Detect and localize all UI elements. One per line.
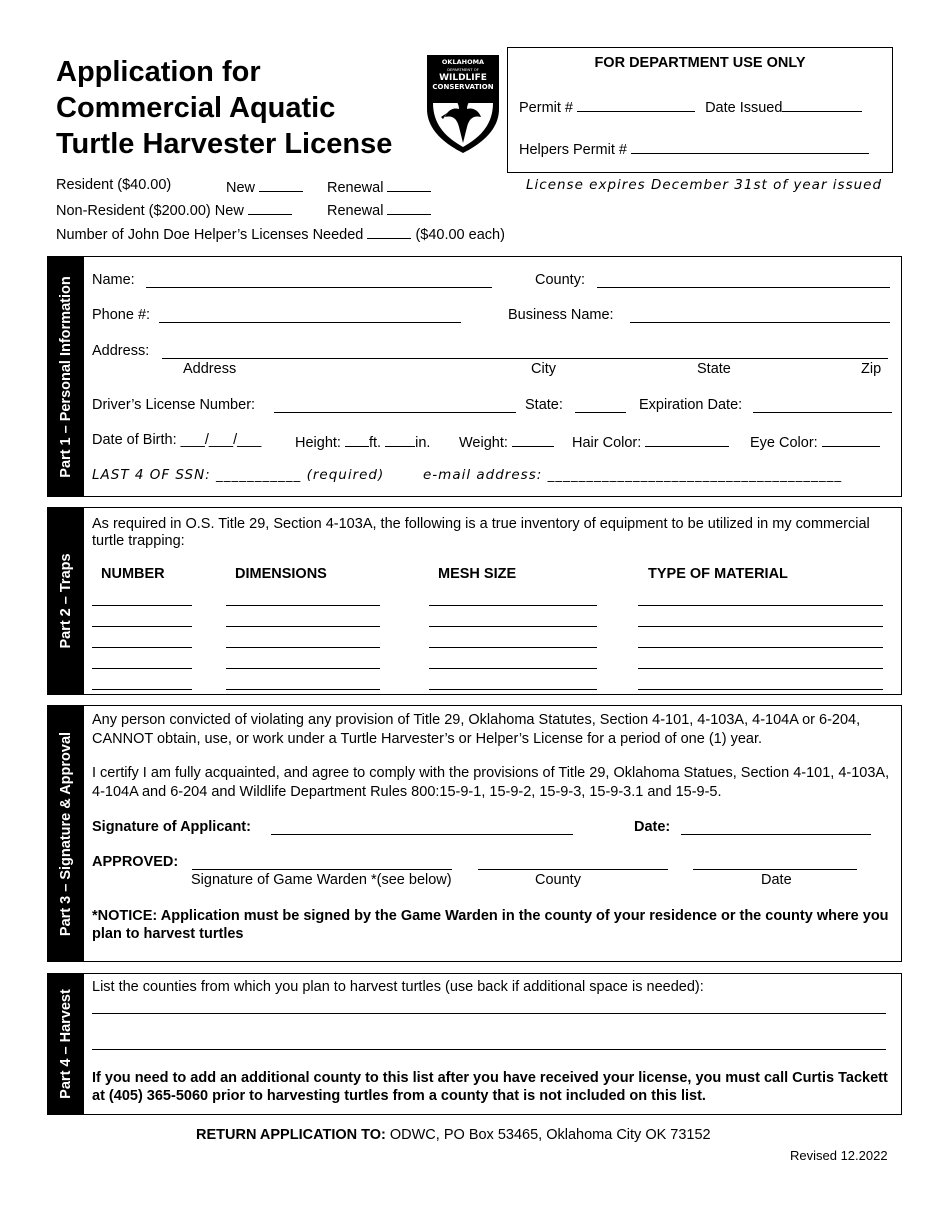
- col-mesh-size-header: MESH SIZE: [438, 566, 517, 582]
- county-list-line-2[interactable]: [92, 1049, 886, 1050]
- expiration-date-label: Expiration Date:: [639, 397, 743, 413]
- part1-personal-information: [47, 256, 902, 497]
- business-name-field[interactable]: [630, 322, 890, 323]
- warden-signature-field[interactable]: [192, 869, 452, 870]
- permit-field[interactable]: [577, 97, 695, 112]
- col-dimensions-header: DIMENSIONS: [235, 566, 327, 582]
- trap-cell-r1-c4[interactable]: [638, 605, 883, 606]
- address-sublabel: Address: [183, 361, 237, 377]
- part2-traps: [47, 507, 902, 695]
- height-label: Height:: [295, 435, 341, 451]
- height-in-unit: in.: [415, 435, 431, 451]
- helpers-permit-field[interactable]: [631, 139, 869, 154]
- license-expiration-note: License expires December 31st of year issued: [526, 177, 883, 193]
- zip-sublabel: Zip: [861, 361, 882, 377]
- title-line-2: Commercial Aquatic: [56, 92, 336, 124]
- return-label: RETURN APPLICATION TO:: [196, 1127, 386, 1143]
- applicant-date-label: Date:: [634, 819, 671, 835]
- county-label: County:: [535, 272, 585, 288]
- warden-notice: *NOTICE: Application must be signed by the Game Warden in the county of your residence or the county where you plan to harvest turtles: [92, 908, 889, 942]
- drivers-license-label: Driver’s License Number:: [92, 397, 256, 413]
- logo-text-top: OKLAHOMA: [441, 58, 485, 66]
- date-issued-label: Date Issued: [705, 100, 783, 116]
- trap-cell-r4-c2[interactable]: [226, 668, 380, 669]
- trap-cell-r3-c3[interactable]: [429, 647, 597, 648]
- trap-cell-r5-c2[interactable]: [226, 689, 380, 690]
- resident-new-field[interactable]: [259, 177, 303, 192]
- logo-text-main1: WILDLIFE: [439, 73, 487, 83]
- trap-cell-r2-c3[interactable]: [429, 626, 597, 627]
- trap-cell-r1-c2[interactable]: [226, 605, 380, 606]
- name-field[interactable]: [146, 287, 492, 288]
- page-title: [56, 54, 392, 162]
- trap-cell-r2-c1[interactable]: [92, 626, 192, 627]
- county-field[interactable]: [597, 287, 890, 288]
- col-material-header: TYPE OF MATERIAL: [648, 566, 788, 582]
- hair-color-field[interactable]: [645, 432, 729, 447]
- height-ft-field[interactable]: [345, 432, 369, 447]
- traps-intro-text: As required in O.S. Title 29, Section 4-103A, the following is a true inventory of equipment to be utilized in my commercial turtle trapping:: [92, 516, 870, 549]
- odwc-logo: [423, 51, 503, 155]
- logo-text-mid: DEPARTMENT OF: [447, 67, 479, 72]
- dl-state-label: State:: [525, 397, 563, 413]
- weight-field[interactable]: [512, 432, 554, 447]
- trap-cell-r5-c1[interactable]: [92, 689, 192, 690]
- applicant-signature-field[interactable]: [271, 834, 573, 835]
- date-issued-field[interactable]: [782, 97, 862, 112]
- trap-cell-r3-c1[interactable]: [92, 647, 192, 648]
- return-address: ODWC, PO Box 53465, Oklahoma City OK 73152: [389, 1127, 711, 1143]
- height-ft-unit: ft.: [368, 435, 382, 451]
- nonresident-fee-label: Non-Resident ($200.00): [56, 203, 211, 219]
- helper-licenses-field[interactable]: [367, 224, 411, 239]
- trap-cell-r5-c4[interactable]: [638, 689, 883, 690]
- title-line-1: Application for: [56, 56, 261, 88]
- logo-text-main2: CONSERVATION: [432, 83, 494, 91]
- dl-state-field[interactable]: [575, 412, 626, 413]
- helper-licenses-label: Number of John Doe Helper’s Licenses Needed: [56, 227, 364, 243]
- dob-label: Date of Birth:: [92, 432, 177, 448]
- applicant-date-field[interactable]: [681, 834, 871, 835]
- approved-label: APPROVED:: [92, 854, 179, 870]
- part3-signature-approval: [47, 705, 902, 962]
- warden-date-field[interactable]: [693, 869, 857, 870]
- applicant-signature-label: Signature of Applicant:: [92, 819, 251, 835]
- email-field[interactable]: ______________________________________: [547, 467, 843, 483]
- name-label: Name:: [92, 272, 135, 288]
- resident-renewal-label: Renewal: [327, 180, 384, 196]
- revision-date: Revised 12.2022: [790, 1148, 888, 1163]
- warden-county-field[interactable]: [478, 869, 668, 870]
- city-sublabel: City: [531, 361, 556, 377]
- phone-label: Phone #:: [92, 307, 151, 323]
- resident-new-label: New: [226, 180, 256, 196]
- warden-signature-sublabel: Signature of Game Warden *(see below): [191, 872, 452, 888]
- hair-color-label: Hair Color:: [572, 435, 642, 451]
- part1-tab: Part 1 – Personal Information: [48, 257, 84, 496]
- email-label: e-mail address:: [423, 467, 543, 483]
- helpers-permit-label: Helpers Permit #: [519, 142, 627, 158]
- eye-color-field[interactable]: [822, 432, 880, 447]
- nonresident-new-label: New: [214, 203, 244, 219]
- department-use-box: [507, 47, 893, 173]
- col-number-header: NUMBER: [101, 566, 165, 582]
- address-field[interactable]: [162, 358, 888, 359]
- trap-cell-r2-c2[interactable]: [226, 626, 380, 627]
- state-sublabel: State: [697, 361, 731, 377]
- part2-tab: Part 2 – Traps: [48, 508, 84, 694]
- helper-license-fee: ($40.00 each): [415, 227, 505, 243]
- county-list-line-1[interactable]: [92, 1013, 886, 1014]
- ssn-required-note: (required): [306, 467, 385, 483]
- dob-field[interactable]: ___/___/___: [180, 432, 262, 448]
- title-line-3: Turtle Harvester License: [56, 128, 393, 160]
- resident-fee-label: Resident ($40.00): [56, 177, 172, 193]
- permit-label: Permit #: [519, 100, 573, 116]
- phone-field[interactable]: [159, 322, 461, 323]
- expiration-date-field[interactable]: [753, 412, 892, 413]
- drivers-license-field[interactable]: [274, 412, 516, 413]
- part4-harvest: [47, 973, 902, 1115]
- part3-tab: Part 3 – Signature & Approval: [48, 706, 84, 961]
- certification-paragraph: I certify I am fully acquainted, and agree to comply with the provisions of Title 29, Oklahoma Statues, Section 4-101, 4-103A, 4-104A and 6-204 and Wildlife Department Rules 800:15-9-1, 15-9-2, 15-9-3, 15-9-3.1 and 15-9-5.: [92, 765, 890, 800]
- height-in-field[interactable]: [385, 432, 415, 447]
- warden-date-sublabel: Date: [761, 872, 792, 888]
- trap-cell-r5-c3[interactable]: [429, 689, 597, 690]
- trap-cell-r1-c1[interactable]: [92, 605, 192, 606]
- trap-cell-r1-c3[interactable]: [429, 605, 597, 606]
- trap-cell-r4-c4[interactable]: [638, 668, 883, 669]
- trap-cell-r2-c4[interactable]: [638, 626, 883, 627]
- harvest-intro-text: List the counties from which you plan to harvest turtles (use back if additional space is needed):: [92, 979, 704, 995]
- trap-cell-r4-c3[interactable]: [429, 668, 597, 669]
- trap-cell-r3-c2[interactable]: [226, 647, 380, 648]
- business-name-label: Business Name:: [508, 307, 614, 323]
- additional-county-notice: If you need to add an additional county to this list after you have received your license, you must call Curtis Tackett at (405) 365-5060 prior to harvesting turtles from a county that is not included on this list.: [92, 1070, 888, 1104]
- eye-color-label: Eye Color:: [750, 435, 818, 451]
- nonresident-renewal-field[interactable]: [387, 200, 431, 215]
- trap-cell-r3-c4[interactable]: [638, 647, 883, 648]
- dept-heading: FOR DEPARTMENT USE ONLY: [594, 55, 806, 71]
- nonresident-renewal-label: Renewal: [327, 203, 384, 219]
- weight-label: Weight:: [459, 435, 508, 451]
- ssn-label: LAST 4 OF SSN:: [92, 467, 211, 483]
- nonresident-new-field[interactable]: [248, 200, 292, 215]
- resident-renewal-field[interactable]: [387, 177, 431, 192]
- warden-county-sublabel: County: [535, 872, 581, 888]
- trap-cell-r4-c1[interactable]: [92, 668, 192, 669]
- address-label: Address:: [92, 343, 150, 359]
- part4-tab: Part 4 – Harvest: [48, 974, 84, 1114]
- ssn-field[interactable]: ___________: [216, 467, 302, 483]
- violation-paragraph: Any person convicted of violating any provision of Title 29, Oklahoma Statutes, Section 4-101, 4-103A, 4-104A or 6-204, CANNOT obtain, use, or work under a Turtle Harvester’s or Helper’s License for a period of one (1) year.: [92, 712, 861, 747]
